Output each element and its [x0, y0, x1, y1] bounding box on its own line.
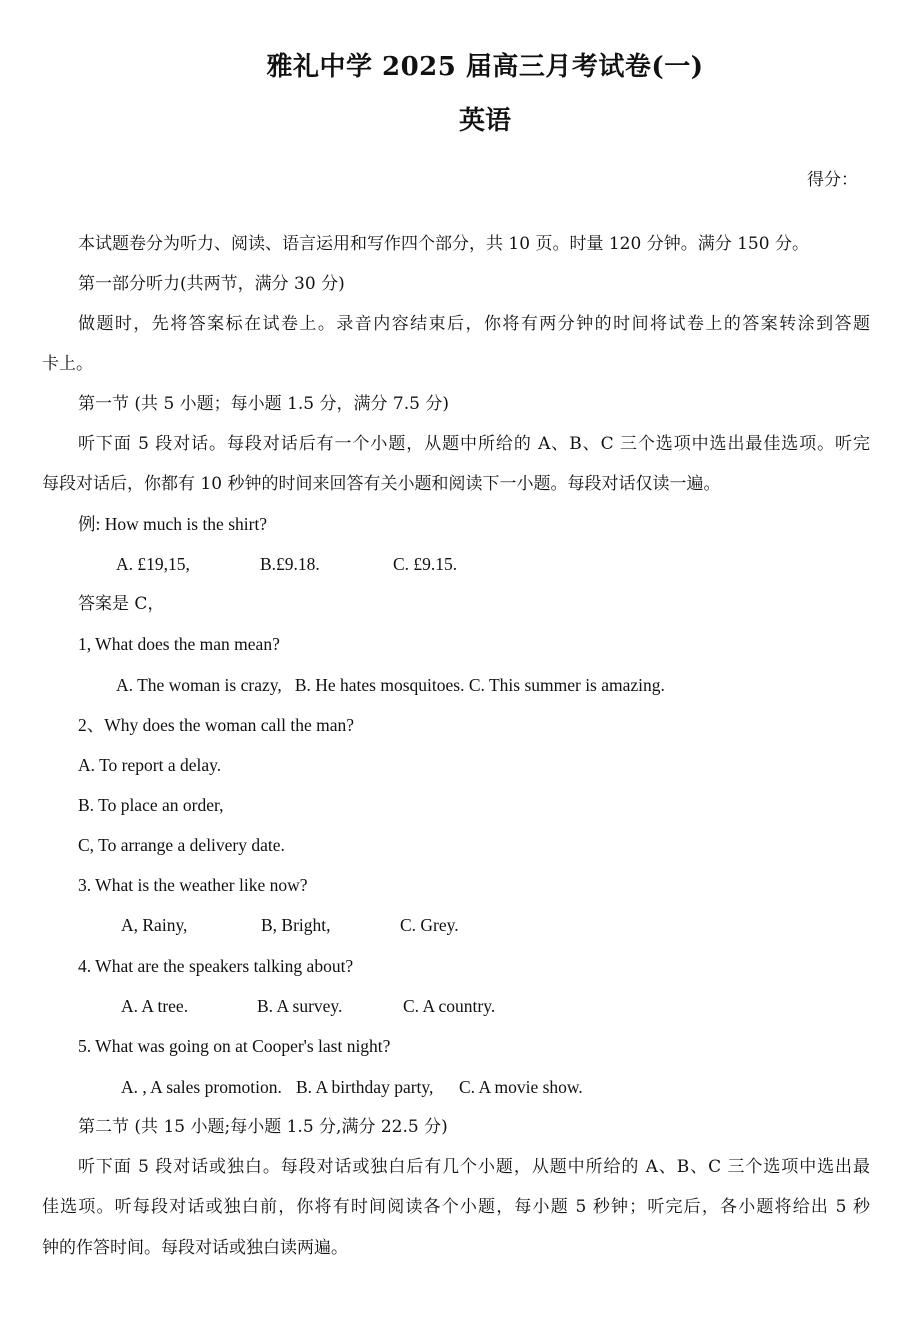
question-4: 4. What are the speakers talking about?	[78, 956, 354, 976]
question-1-options: A. The woman is crazy, B. He hates mosquitoes. C. This summer is amazing.	[116, 675, 665, 695]
question-3-option-a: A, Rainy,	[121, 915, 188, 935]
question-2-option-a: A. To report a delay.	[78, 755, 222, 775]
example-option-c: C. £9.15.	[393, 554, 458, 574]
part1-title: 第一部分听力(共两节，满分 30 分)	[78, 274, 345, 294]
question-4-option-b: B. A survey.	[257, 996, 343, 1016]
exam-subject: 英语	[458, 106, 511, 136]
question-3-option-b: B, Bright,	[261, 915, 331, 935]
question-5-option-c: C. A movie show.	[459, 1077, 583, 1097]
question-5-option-b: B. A birthday party,	[296, 1077, 434, 1097]
section2-desc-line-3: 钟的作答时间。每段对话或独白读两遍。	[42, 1238, 348, 1258]
example-option-a: A. £19,15,	[116, 554, 190, 574]
question-3: 3. What is the weather like now?	[78, 875, 308, 895]
question-5-option-a: A. , A sales promotion.	[121, 1077, 282, 1097]
score-label: 得分：	[807, 170, 858, 190]
question-5: 5. What was going on at Cooper's last night?	[78, 1036, 391, 1056]
example-question: 例: How much is the shirt?	[78, 514, 268, 534]
section2-desc-line-2: 佳选项。听每段对话或独白前，你将有时间阅读各个小题，每小题 5 秒钟；听完后，各小题将给出 5 秒	[42, 1197, 870, 1217]
question-2: 2、Why does the woman call the man?	[78, 715, 355, 735]
instruction-line-2: 卡上。	[42, 354, 93, 374]
example-answer: 答案是 C，	[78, 594, 165, 614]
question-1: 1, What does the man mean?	[78, 634, 280, 654]
section1-desc-line-2: 每段对话后，你都有 10 秒钟的时间来回答有关小题和阅读下一小题。每段对话仅读一遍。	[42, 474, 721, 494]
question-4-option-a: A. A tree.	[121, 996, 189, 1016]
exam-title: 雅礼中学 2025 届高三月考试卷(一)	[266, 52, 704, 82]
section1-desc-line-1: 听下面 5 段对话。每段对话后有一个小题，从题中所给的 A、B、C 三个选项中选出最佳选项。听完	[78, 434, 870, 454]
question-2-option-b: B. To place an order,	[78, 795, 224, 815]
section1-title: 第一节 (共 5 小题；每小题 1.5 分，满分 7.5 分)	[78, 394, 449, 414]
question-3-option-c: C. Grey.	[400, 915, 459, 935]
instruction-line-1: 做题时，先将答案标在试卷上。录音内容结束后，你将有两分钟的时间将试卷上的答案转涂到答题	[78, 314, 870, 334]
question-4-option-c: C. A country.	[403, 996, 496, 1016]
question-2-option-c: C, To arrange a delivery date.	[78, 835, 285, 855]
section2-title: 第二节 (共 15 小题;每小题 1.5 分,满分 22.5 分)	[78, 1117, 448, 1137]
example-option-b: B.£9.18.	[260, 554, 320, 574]
intro-paragraph: 本试题卷分为听力、阅读、语言运用和写作四个部分，共 10 页。时量 120 分钟。满分 150 分。	[78, 234, 809, 254]
section2-desc-line-1: 听下面 5 段对话或独白。每段对话或独白后有几个小题，从题中所给的 A、B、C 三个选项中选出最	[78, 1157, 870, 1177]
